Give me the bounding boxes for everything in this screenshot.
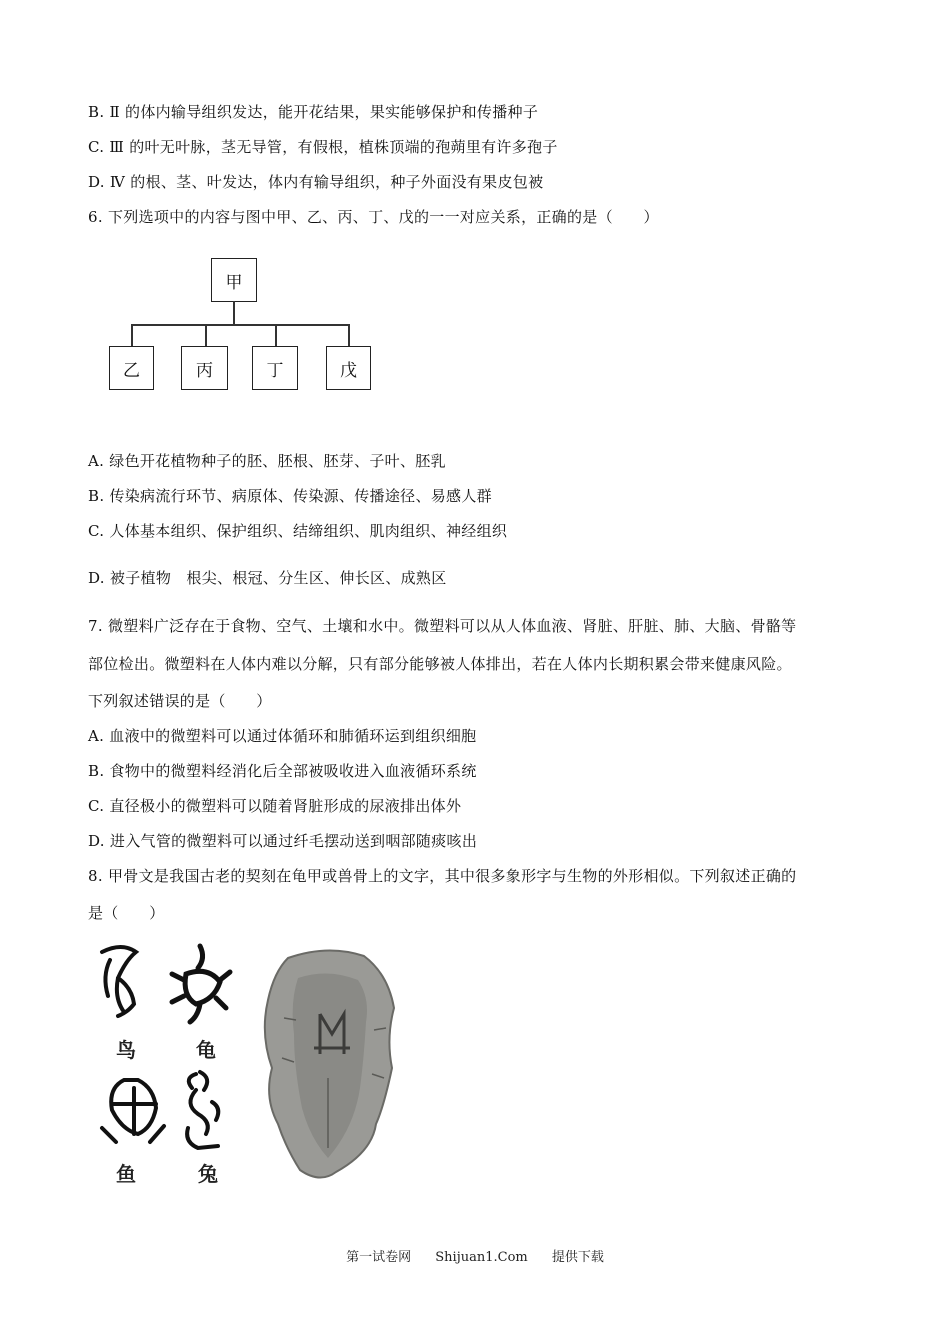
q7-option-c: C. 直径极小的微塑料可以随着肾脏形成的尿液排出体外 <box>88 797 462 815</box>
q6-option-c: C. 人体基本组织、保护组织、结缔组织、肌肉组织、神经组织 <box>88 522 508 540</box>
footer-site: 第一试卷网 <box>346 1250 412 1265</box>
q7-stem-line2: 部位检出。微塑料在人体内难以分解，只有部分能够被人体排出，若在人体内长期积累会带来健康风险。 <box>88 655 792 673</box>
q7-stem-line3: 下列叙述错误的是（ ） <box>88 692 272 710</box>
q6-option-a: A. 绿色开花植物种子的胚、胚根、胚芽、子叶、胚乳 <box>88 452 446 470</box>
q6-tree-diagram <box>100 250 390 400</box>
footer-domain[interactable]: Shijuan1.Com <box>435 1250 528 1265</box>
oracle-bone-figure <box>88 938 408 1188</box>
label-turtle: 龟 <box>196 1038 216 1062</box>
turtle-shell-image-icon <box>265 950 394 1177</box>
page-footer <box>0 1246 950 1265</box>
q7-option-a: A. 血液中的微塑料可以通过体循环和肺循环运到组织细胞 <box>88 727 477 745</box>
q7-option-d: D. 进入气管的微塑料可以通过纤毛摆动送到咽部随痰咳出 <box>88 832 478 850</box>
node-child-1: 乙 <box>109 346 154 390</box>
label-fish: 鱼 <box>116 1162 136 1186</box>
node-child-2: 丙 <box>181 346 228 390</box>
node-root: 甲 <box>211 258 257 302</box>
q7-option-b: B. 食物中的微塑料经消化后全部被吸收进入血液循环系统 <box>88 762 477 780</box>
q5-option-c: C. Ⅲ 的叶无叶脉，茎无导管，有假根，植株顶端的孢蒴里有许多孢子 <box>88 138 558 156</box>
footer-note: 提供下载 <box>551 1250 604 1265</box>
connector-child-2 <box>205 324 207 346</box>
q8-stem-line1: 8. 甲骨文是我国古老的契刻在龟甲或兽骨上的文字，其中很多象形字与生物的外形相似。下列叙述正确的 <box>88 867 797 885</box>
oracle-glyphs-svg <box>88 938 408 1188</box>
q6-option-d: D. 被子植物 根尖、根冠、分生区、伸长区、成熟区 <box>88 569 447 587</box>
q6-option-b: B. 传染病流行环节、病原体、传染源、传播途径、易感人群 <box>88 487 492 505</box>
label-rabbit: 兔 <box>198 1162 218 1186</box>
connector-child-3 <box>275 324 277 346</box>
connector-bar <box>131 324 349 326</box>
rabbit-glyph-icon <box>187 1072 218 1148</box>
q8-stem-line2: 是（ ） <box>88 904 165 922</box>
node-child-3: 丁 <box>252 346 298 390</box>
fish-glyph-icon <box>102 1080 164 1142</box>
connector-root <box>233 301 235 325</box>
q5-option-b: B. Ⅱ 的体内输导组织发达，能开花结果，果实能够保护和传播种子 <box>88 103 539 121</box>
bird-glyph-icon <box>102 947 136 1016</box>
connector-child-1 <box>131 324 133 346</box>
connector-child-4 <box>348 324 350 346</box>
node-child-4: 戊 <box>326 346 371 390</box>
turtle-glyph-icon <box>172 946 230 1022</box>
label-bird: 鸟 <box>116 1038 136 1062</box>
q7-stem-line1: 7. 微塑料广泛存在于食物、空气、土壤和水中。微塑料可以从人体血液、肾脏、肝脏、肺、大脑、骨骼等 <box>88 617 797 635</box>
q5-option-d: D. Ⅳ 的根、茎、叶发达，体内有输导组织，种子外面没有果皮包被 <box>88 173 544 191</box>
q6-stem: 6. 下列选项中的内容与图中甲、乙、丙、丁、戊的一一对应关系，正确的是（ ） <box>88 208 659 226</box>
